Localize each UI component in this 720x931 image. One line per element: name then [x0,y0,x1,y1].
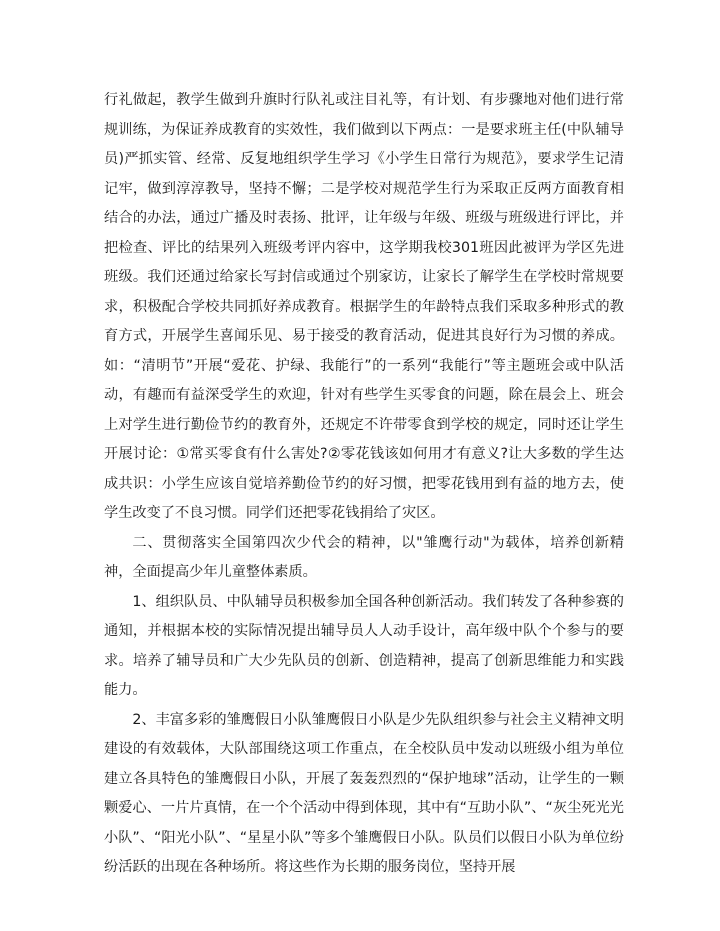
paragraph-3: 1、组织队员、中队辅导员积极参加全国各种创新活动。我们转发了各种参赛的通知，并根据本校的实际情况提出辅导员人人动手设计，高年级中队个个参与的要求。培养了辅导员和广大少先队员的创新、创造精神，提高了创新思维能力和实践能力。 [104,593,624,698]
paragraph-2: 二、贯彻落实全国第四次少代会的精神，以"雏鹰行动"为载体，培养创新精神，全面提高少年儿童整体素质。 [104,534,624,580]
paragraph-4: 2、丰富多彩的雏鹰假日小队雏鹰假日小队是少先队组织参与社会主义精神文明建设的有效载体，大队部围绕这项工作重点，在全校队员中发动以班级小组为单位建立各具特色的雏鹰假日小队，开展了轰轰烈烈的“保护地球”活动，让学生的一颗颗爱心、一片片真情，在一个个活动中得到体现，其中有“互助小队”、“灰尘死光光小队”、“阳光小队”、“星星小队”等多个雏鹰假日小队。队员们以假日小队为单位纷纷活跃的出现在各种场所。将这些作为长期的服务岗位，坚持开展 [104,711,624,875]
document-body [104,86,624,883]
paragraph-1: 行礼做起，教学生做到升旗时行队礼或注目礼等，有计划、有步骤地对他们进行常规训练，为保证养成教育的实效性，我们做到以下两点：一是要求班主任(中队辅导员)严抓实管、经常、反复地组织学生学习《小学生日常行为规范》，要求学生记清记牢，做到淳淳教导，坚持不懈；二是学校对规范学生行为采取正反两方面教育相结合的办法，通过广播及时表扬、批评，让年级与年级、班级与班级进行评比，并把检查、评比的结果列入班级考评内容中，这学期我校301班因此被评为学区先进班级。我们还通过给家长写封信或通过个别家访，让家长了解学生在学校时常规要求，积极配合学校共同抓好养成教育。根据学生的年龄特点我们采取多种形式的教育方式，开展学生喜闻乐见、易于接受的教育活动，促进其良好行为习惯的养成。如：“清明节”开展“爱花、护绿、我能行”的一系列“我能行”等主题班会或中队活动，有趣而有益深受学生的欢迎，针对有些学生买零食的问题，除在晨会上、班会上对学生进行勤俭节约的教育外，还规定不许带零食到学校的规定，同时还让学生开展讨论：①常买零食有什么害处?②零花钱该如何用才有意义?让大多数的学生达成共识：小学生应该自觉培养勤俭节约的好习惯，把零花钱用到有益的地方去，使学生改变了不良习惯。同学们还把零花钱捐给了灾区。 [104,92,624,521]
